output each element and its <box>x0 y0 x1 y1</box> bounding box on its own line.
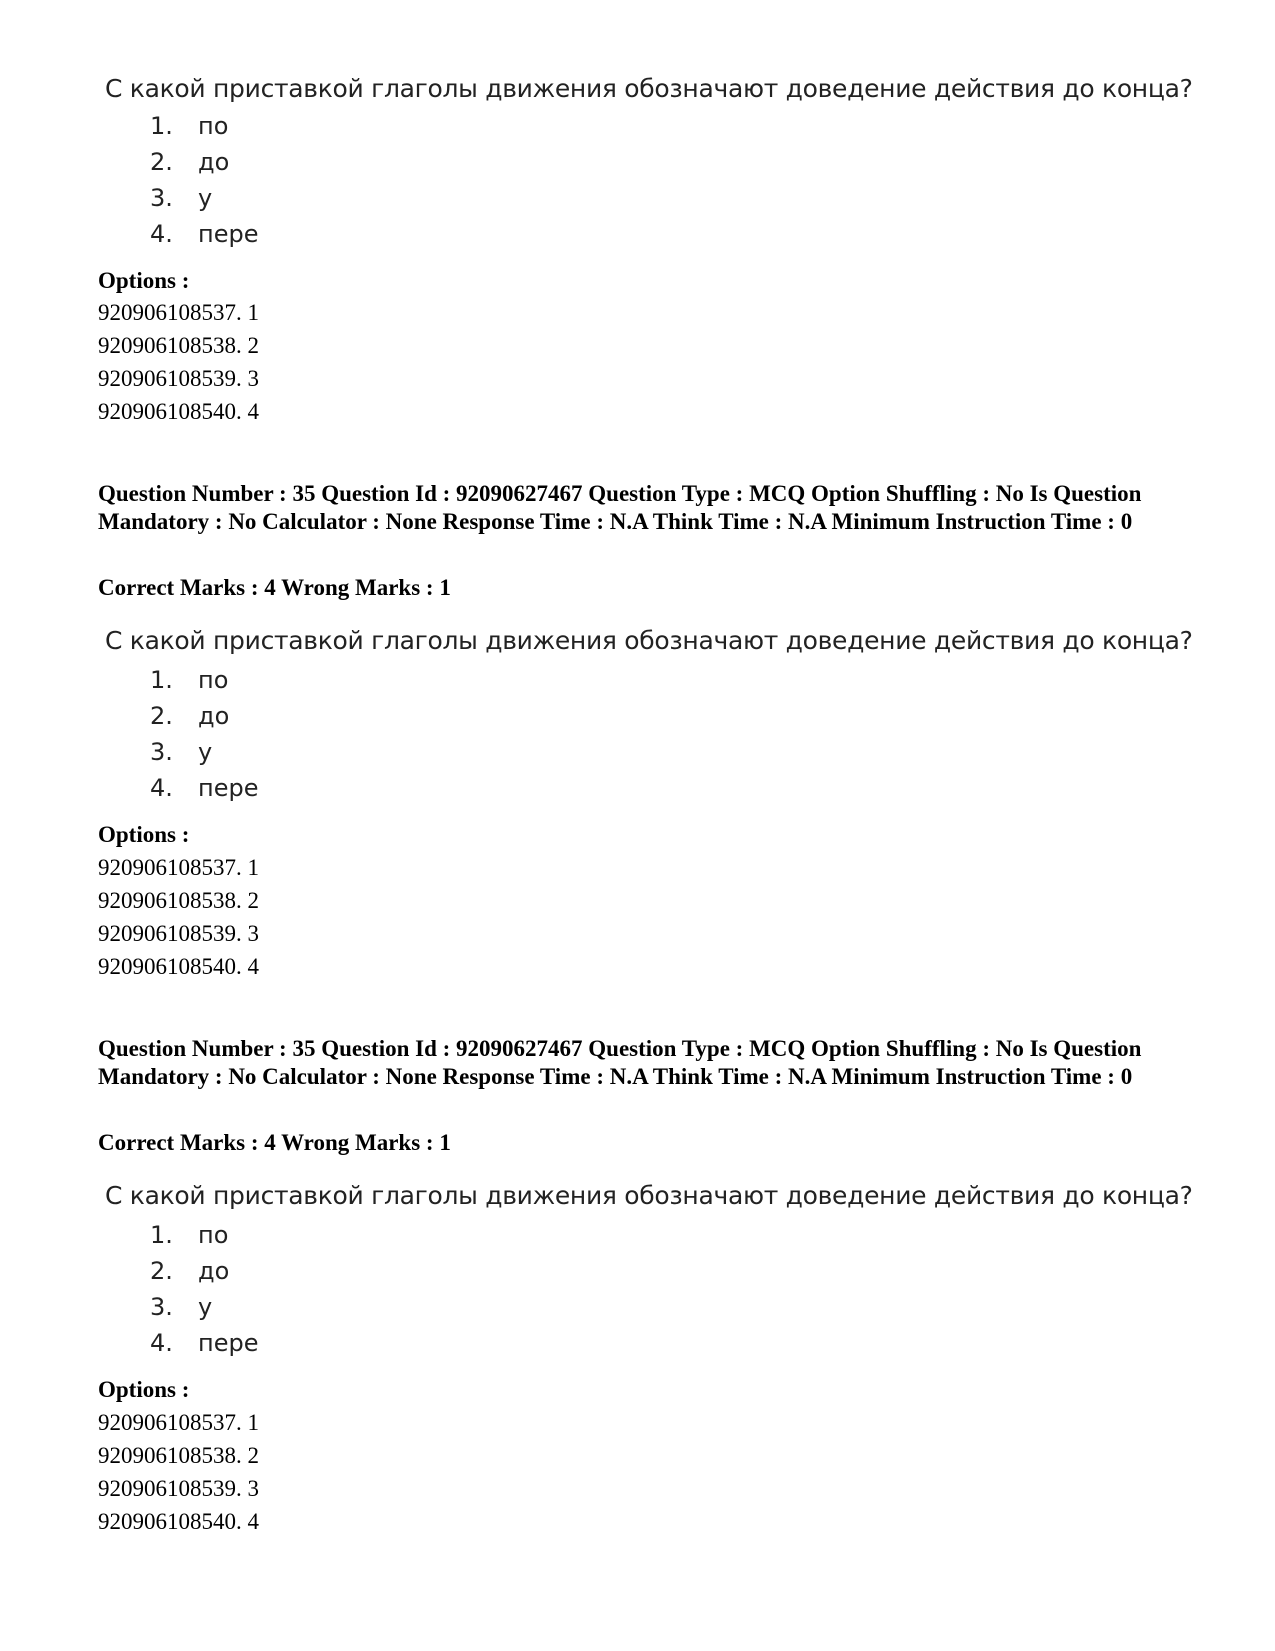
choice-4: 4. пере <box>150 220 259 248</box>
option-line: 920906108537. 1 <box>98 1410 259 1435</box>
choice-3: 3. у <box>150 738 213 766</box>
question-text: С какой приставкой глаголы движения обозначают доведение действия до конца? <box>105 1181 1193 1210</box>
option-line: 920906108539. 3 <box>98 366 259 391</box>
marks-line: Correct Marks : 4 Wrong Marks : 1 <box>98 1130 451 1155</box>
option-line: 920906108538. 2 <box>98 1443 259 1468</box>
options-label: Options : <box>98 1377 190 1402</box>
question-text: С какой приставкой глаголы движения обозначают доведение действия до конца? <box>105 626 1193 655</box>
option-line: 920906108537. 1 <box>98 855 259 880</box>
choice-2: 2. до <box>150 148 230 176</box>
option-line: 920906108538. 2 <box>98 333 259 358</box>
option-line: 920906108537. 1 <box>98 300 259 325</box>
question-meta: Question Number : 35 Question Id : 92090627467 Question Type : MCQ Option Shuffling : No Is Question Mandatory : No Calculator : None Response Time : N.A Think Time : N.A Minimum Instruction Time : 0 <box>98 481 1142 534</box>
options-label: Options : <box>98 822 190 847</box>
options-label: Options : <box>98 268 190 293</box>
option-line: 920906108539. 3 <box>98 1476 259 1501</box>
choice-2: 2. до <box>150 702 230 730</box>
option-line: 920906108540. 4 <box>98 399 259 424</box>
choice-3: 3. у <box>150 184 213 212</box>
question-meta: Question Number : 35 Question Id : 92090627467 Question Type : MCQ Option Shuffling : No Is Question Mandatory : No Calculator : None Response Time : N.A Think Time : N.A Minimum Instruction Time : 0 <box>98 1036 1142 1089</box>
choice-4: 4. пере <box>150 774 259 802</box>
option-line: 920906108540. 4 <box>98 1509 259 1534</box>
marks-line: Correct Marks : 4 Wrong Marks : 1 <box>98 575 451 600</box>
choice-3: 3. у <box>150 1293 213 1321</box>
choice-4: 4. пере <box>150 1329 259 1357</box>
choice-1: 1. по <box>150 1221 229 1249</box>
choice-1: 1. по <box>150 666 229 694</box>
option-line: 920906108539. 3 <box>98 921 259 946</box>
option-line: 920906108538. 2 <box>98 888 259 913</box>
choice-2: 2. до <box>150 1257 230 1285</box>
question-text: С какой приставкой глаголы движения обозначают доведение действия до конца? <box>105 74 1193 103</box>
option-line: 920906108540. 4 <box>98 954 259 979</box>
choice-1: 1. по <box>150 112 229 140</box>
